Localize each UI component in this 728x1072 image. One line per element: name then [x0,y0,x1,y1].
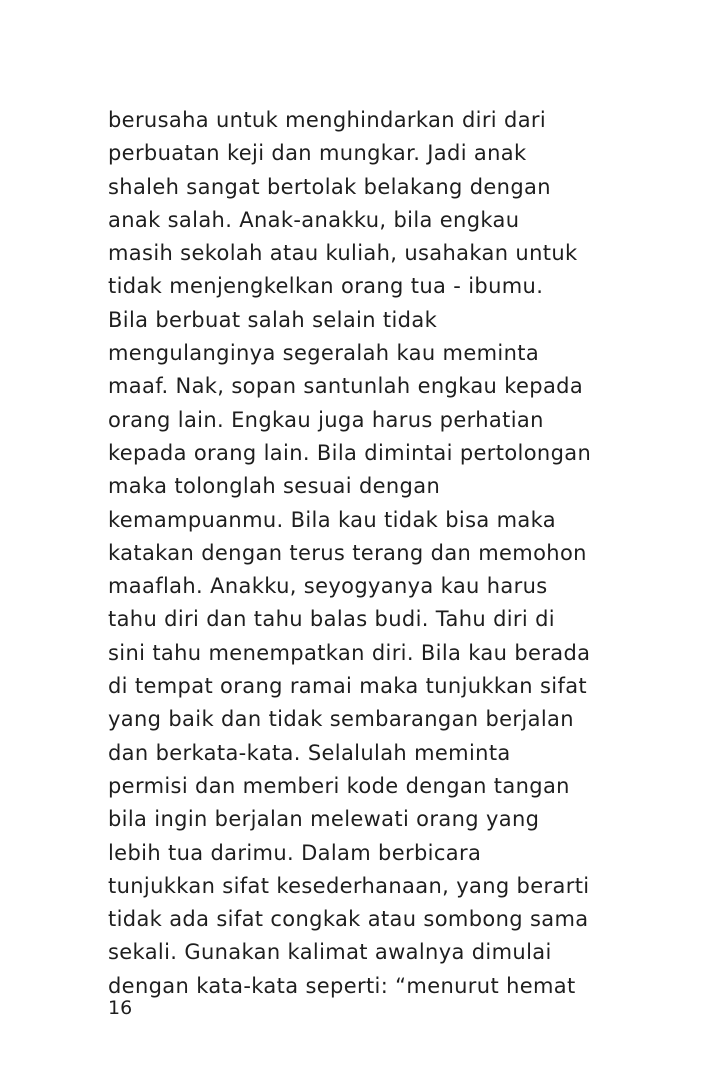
text-line: maaflah. Anakku, seyogyanya kau harus [108,574,548,599]
text-line: tidak menjengkelkan orang tua - ibumu. [108,274,544,299]
text-line: dan berkata-kata. Selalulah meminta [108,740,511,765]
text-line: katakan dengan terus terang dan memohon [108,540,587,565]
body-paragraph [108,104,628,1003]
text-line: anak salah. Anak-anakku, bila engkau [108,207,520,232]
text-line: sekali. Gunakan kalimat awalnya dimulai [108,940,552,965]
text-line: maaf. Nak, sopan santunlah engkau kepada [108,374,584,399]
page-number: 16 [108,997,133,1019]
text-line: tahu diri dan tahu balas budi. Tahu diri di [108,607,555,632]
text-line: orang lain. Engkau juga harus perhatian [108,407,544,432]
text-line: di tempat orang ramai maka tunjukkan sifat [108,674,587,699]
text-line: lebih tua darimu. Dalam berbicara [108,840,482,865]
text-line: bila ingin berjalan melewati orang yang [108,807,540,832]
text-line: maka tolonglah sesuai dengan [108,474,441,499]
text-line: shaleh sangat bertolak belakang dengan [108,174,551,199]
text-line: perbuatan keji dan mungkar. Jadi anak [108,141,527,166]
text-line: berusaha untuk menghindarkan diri dari [108,108,547,132]
text-line: Bila berbuat salah selain tidak [108,307,438,332]
text-line: permisi dan memberi kode dengan tangan [108,773,570,798]
text-line: yang baik dan tidak sembarangan berjalan [108,707,574,732]
text-line: sini tahu menempatkan diri. Bila kau berada [108,640,591,665]
text-line: kemampuanmu. Bila kau tidak bisa maka [108,507,557,532]
text-line: masih sekolah atau kuliah, usahakan untuk [108,241,578,266]
text-line: mengulanginya segeralah kau meminta [108,341,540,366]
text-line: dengan kata-kata seperti: “menurut hemat [108,973,576,998]
text-line: tunjukkan sifat kesederhanaan, yang berarti [108,873,590,898]
text-line: kepada orang lain. Bila dimintai pertolongan [108,440,592,465]
text-line: tidak ada sifat congkak atau sombong sama [108,907,589,932]
